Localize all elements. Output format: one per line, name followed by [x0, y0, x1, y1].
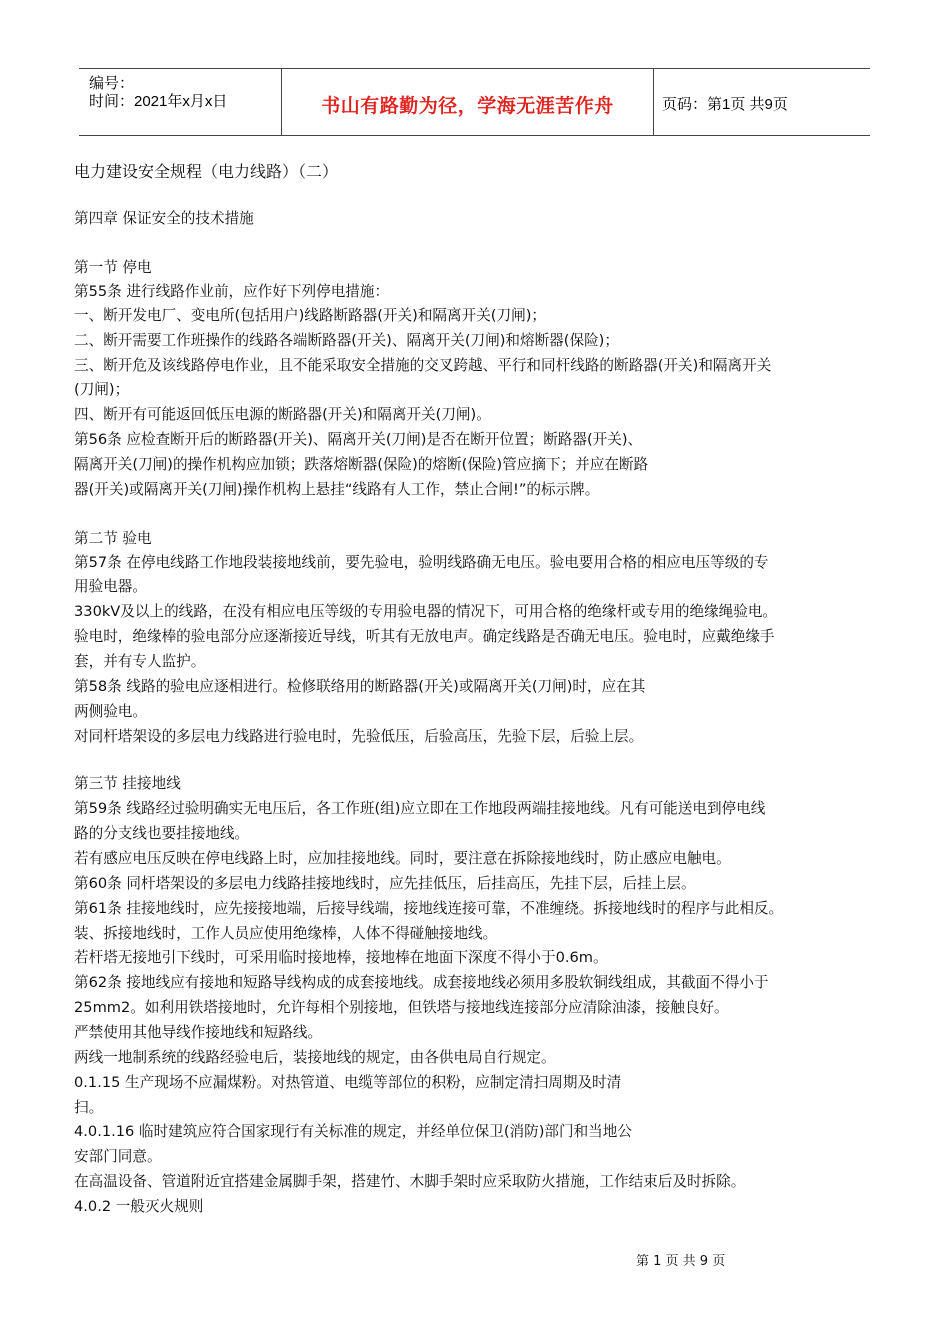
paragraph-line: 路的分支线也要挂接地线。	[74, 825, 250, 842]
paragraph-line: 用验电器。	[74, 578, 147, 595]
paragraph-line: 套，并有专人监护。	[74, 653, 206, 670]
paragraph-line: 0.1.15 生产现场不应漏煤粉。对热管道、电缆等部位的积粉，应制定清扫周期及时清	[74, 1074, 622, 1091]
section-heading: 第二节 验电	[74, 530, 152, 547]
page-footer: 第 1 页 共 9 页	[636, 1254, 726, 1269]
paragraph-line: 第57条 在停电线路工作地段装接地线前，要先验电，验明线路确无电压。验电要用合格的相应电压等级的专	[74, 554, 769, 571]
paragraph-line: 扫。	[74, 1099, 104, 1116]
paragraph-line: 安部门同意。	[74, 1148, 162, 1165]
section-heading: 第三节 挂接地线	[74, 775, 181, 792]
document-number-label: 编号：	[89, 75, 135, 92]
section-heading: 第一节 停电	[74, 259, 152, 276]
header-motto-cell	[282, 69, 654, 135]
paragraph-line: 验电时，绝缘棒的验电部分应逐渐接近导线，听其有无放电声。确定线路是否确无电压。验电时，应戴绝缘手	[74, 628, 775, 645]
paragraph-line: 4.0.2 一般灭火规则	[74, 1198, 204, 1215]
paragraph-line: 严禁使用其他导线作接地线和短路线。	[74, 1024, 323, 1041]
page-number-label: 页码：第1页 共9页	[662, 96, 788, 113]
header-page-cell	[654, 69, 870, 135]
paragraph-line: 第59条 线路经过验明确实无电压后，各工作班(组)应立即在工作地段两端挂接地线。凡有可能送电到停电线	[74, 800, 766, 817]
paragraph-line: 若有感应电压反映在停电线路上时，应加挂接地线。同时，要注意在拆除接地线时，防止感应电触电。	[74, 850, 731, 867]
paragraph-line: 在高温设备、管道附近宜搭建金属脚手架，搭建竹、木脚手架时应采取防火措施，工作结束后及时拆除。	[74, 1173, 746, 1190]
paragraph-line: 一、断开发电厂、变电所(包括用户)线路断路器(开关)和隔离开关(刀闸)；	[74, 307, 546, 324]
paragraph-line: 装、拆接地线时，工作人员应使用绝缘棒，人体不得碰触接地线。	[74, 925, 498, 942]
paragraph-line: 第58条 线路的验电应逐相进行。检修联络用的断路器(开关)或隔离开关(刀闸)时，应在其	[74, 678, 646, 695]
paragraph-line: 25mm2。如利用铁塔接地时，允许每相个别接地，但铁塔与接地线连接部分应清除油漆，接触良好。	[74, 999, 729, 1016]
paragraph-line: 对同杆塔架设的多层电力线路进行验电时，先验低压，后验高压，先验下层，后验上层。	[74, 728, 644, 745]
paragraph-line: 两侧验电。	[74, 703, 147, 720]
header-table	[79, 68, 870, 136]
paragraph-line: 第60条 同杆塔架设的多层电力线路挂接地线时，应先挂低压，后挂高压，先挂下层，后挂上层。	[74, 875, 696, 892]
paragraph-line: 第61条 挂接地线时，应先接接地端，后接导线端，接地线连接可靠，不准缠绕。拆接地线时的程序与此相反。	[74, 900, 784, 917]
paragraph-line: 四、断开有可能返回低压电源的断路器(开关)和隔离开关(刀闸)。	[74, 406, 491, 423]
document-time-label: 时间：2021年x月x日	[89, 93, 228, 110]
paragraph-line: 第56条 应检查断开后的断路器(开关)、隔离开关(刀闸)是否在断开位置；断路器(开关)、	[74, 431, 643, 448]
paragraph-line: 三、断开危及该线路停电作业，且不能采取安全措施的交叉跨越、平行和同杆线路的断路器(开关)和隔离开关	[74, 357, 772, 374]
paragraph-line: 二、断开需要工作班操作的线路各端断路器(开关)、隔离开关(刀闸)和熔断器(保险)；	[74, 332, 619, 349]
paragraph-line: 若杆塔无接地引下线时，可采用临时接地棒，接地棒在地面下深度不得小于0.6m。	[74, 949, 608, 966]
motto-text: 书山有路勤为径，学海无涯苦作舟	[321, 95, 614, 117]
chapter-heading: 第四章 保证安全的技术措施	[74, 210, 254, 227]
paragraph-line: 两线一地制系统的线路经验电后，装接地线的规定，由各供电局自行规定。	[74, 1049, 556, 1066]
paragraph-line: 器(开关)或隔离开关(刀闸)操作机构上悬挂“线路有人工作，禁止合闸!”的标示牌。	[74, 481, 600, 498]
paragraph-line: 4.0.1.16 临时建筑应符合国家现行有关标准的规定，并经单位保卫(消防)部门和当地公	[74, 1123, 632, 1140]
header-info-cell	[79, 69, 282, 135]
paragraph-line: 隔离开关(刀闸)的操作机构应加锁；跌落熔断器(保险)的熔断(保险)管应摘下；并应在断路	[74, 456, 649, 473]
paragraph-line: 第62条 接地线应有接地和短路导线构成的成套接地线。成套接地线必须用多股软铜线组成，其截面不得小于	[74, 974, 769, 991]
paragraph-line: (刀闸)；	[74, 381, 130, 398]
document-title: 电力建设安全规程（电力线路）（二）	[74, 162, 339, 181]
paragraph-line: 330kV及以上的线路，在没有相应电压等级的专用验电器的情况下，可用合格的绝缘杆或专用的绝缘绳验电。	[74, 603, 778, 620]
paragraph-line: 第55条 进行线路作业前，应作好下列停电措施：	[74, 283, 390, 300]
